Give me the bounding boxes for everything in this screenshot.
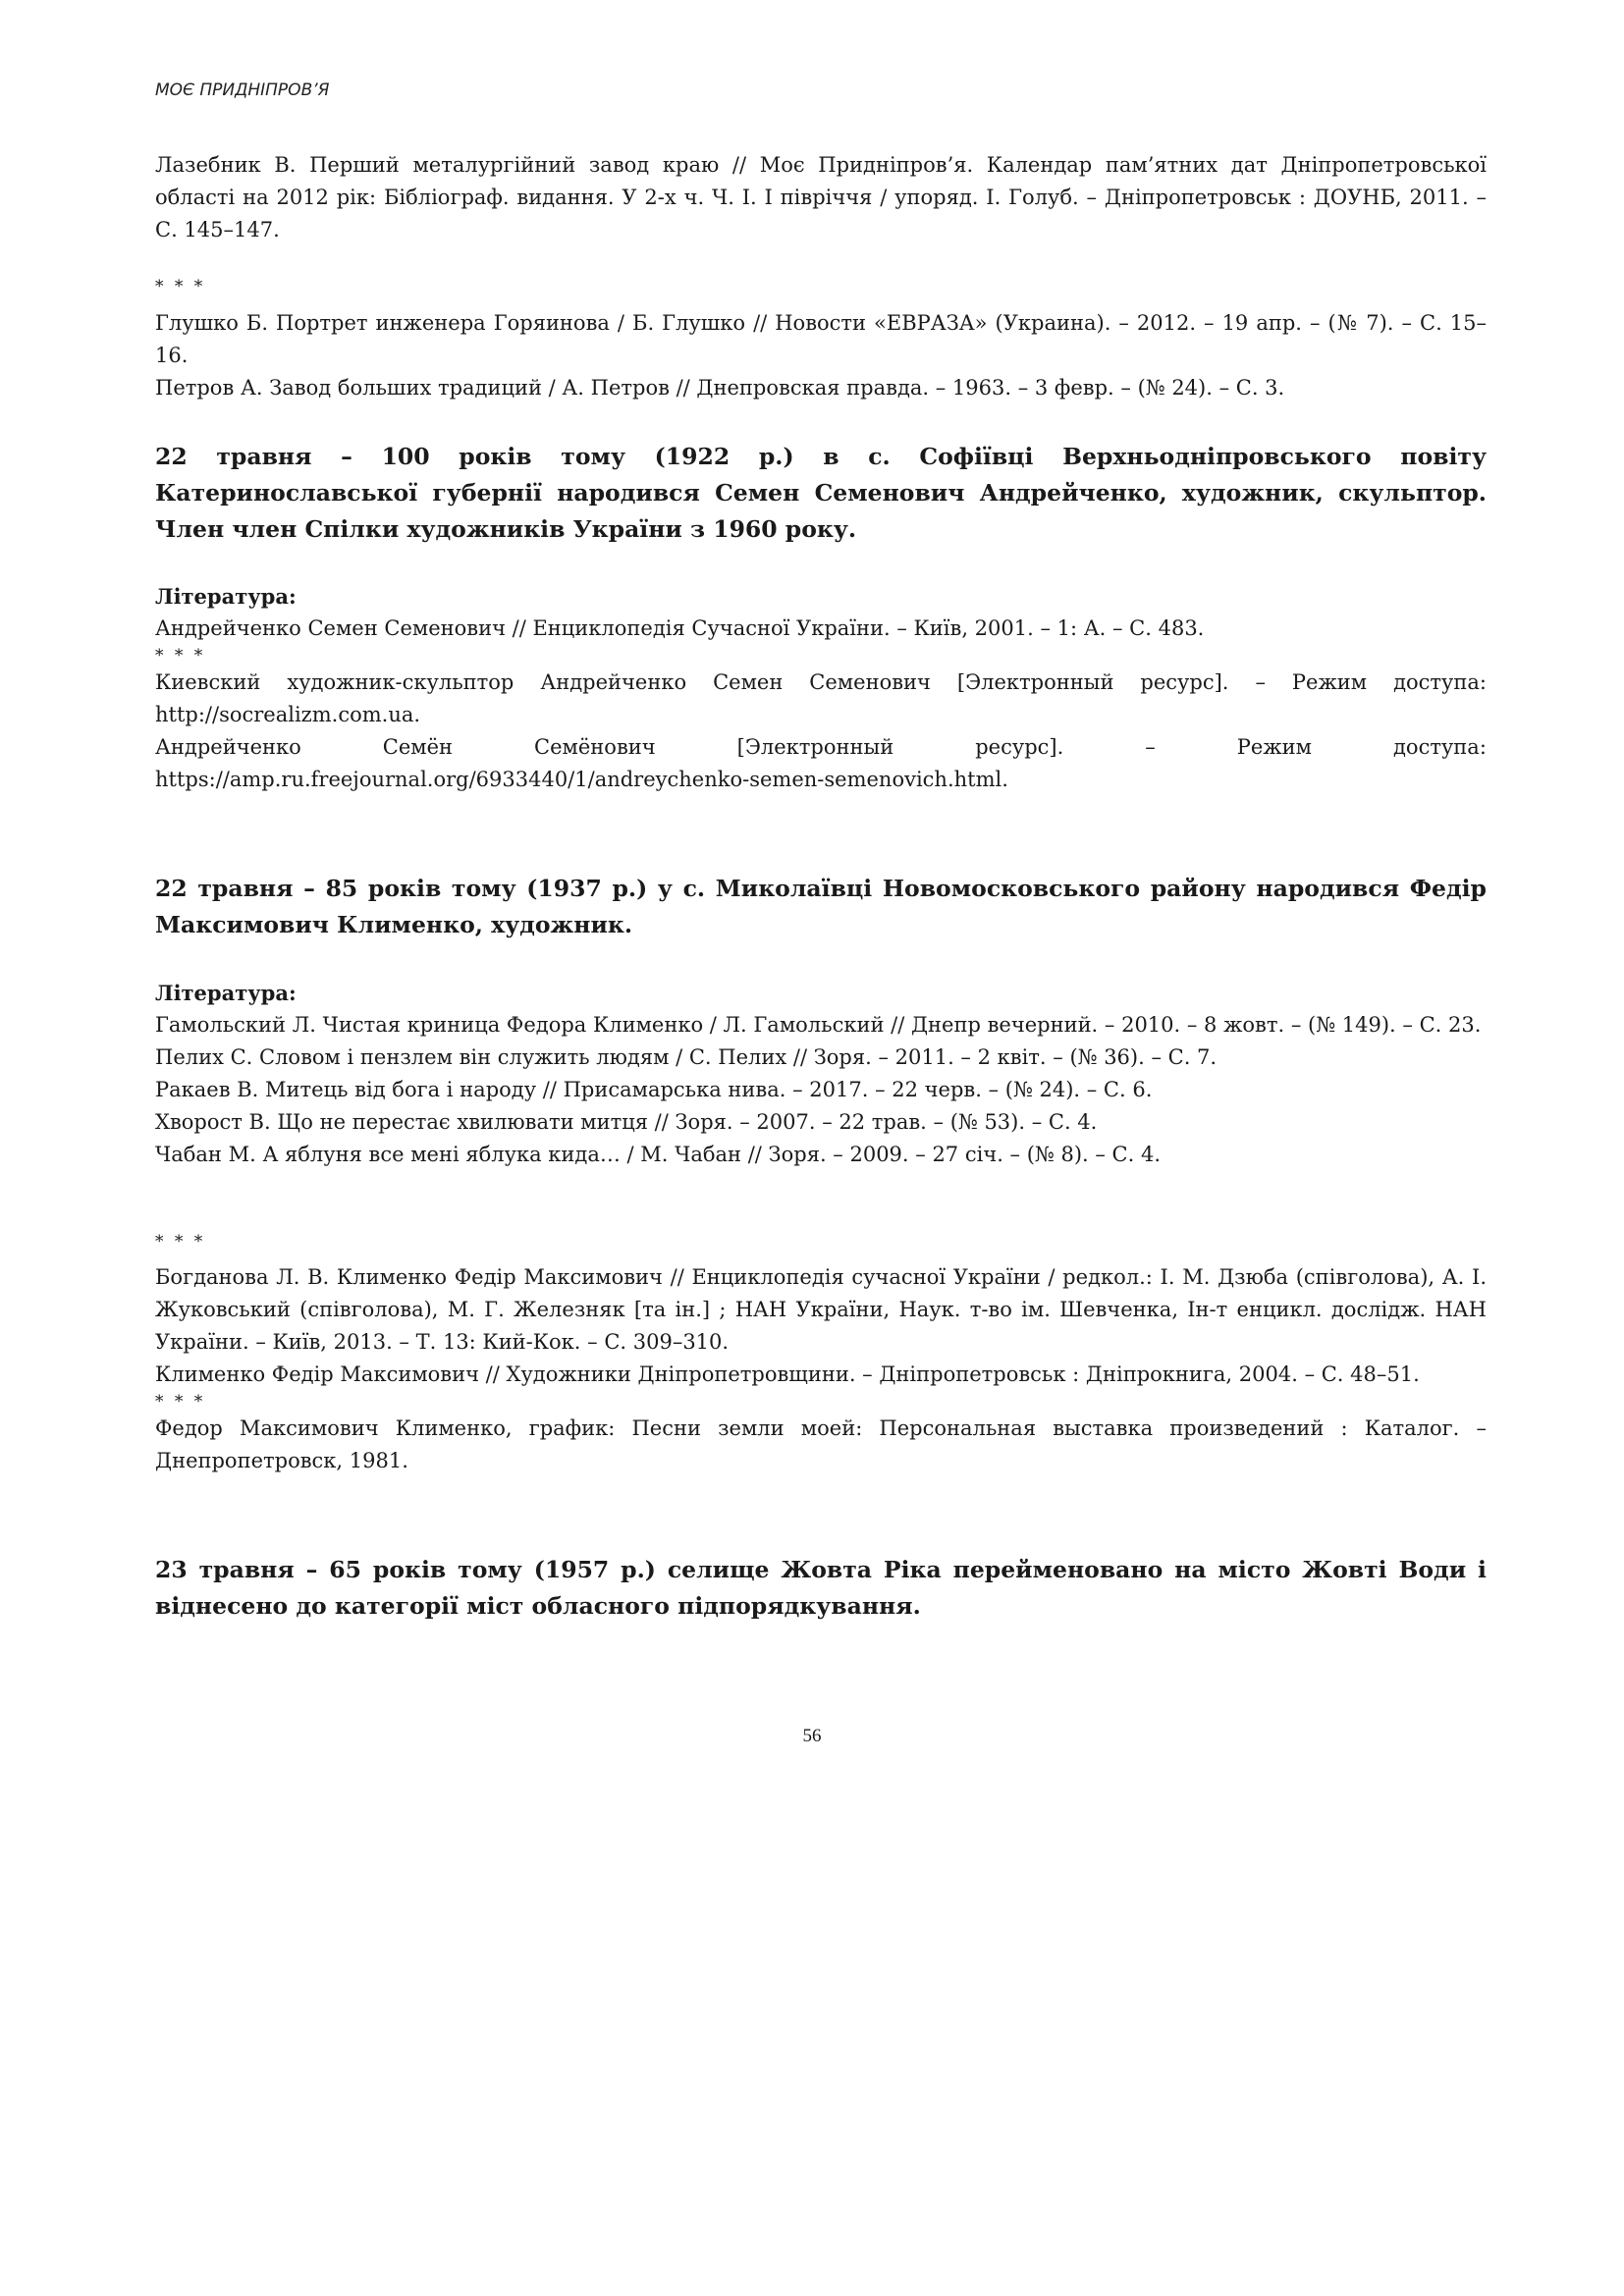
word: Андрейченко	[155, 735, 301, 759]
literature-block-klymenko	[155, 977, 1487, 1171]
separator-stars: * * *	[155, 1232, 206, 1252]
bib-entry: Пелих С. Словом і пензлем він служить людям / С. Пелих // Зоря. – 2011. – 2 квіт. – (№ 36). – С. 7.	[155, 1045, 1218, 1069]
bib-entry: Киевский художник-скульптор Андрейченко Семен Семенович [Электронный ресурс]. – Режим доступа: http://socrealizm.com.ua.	[155, 670, 1487, 726]
bibliography-block-1	[155, 149, 1487, 246]
section-heading-zhovti-vody: 23 травня – 65 років тому (1957 р.) селище Жовта Ріка перейменовано на місто Жовті Води і віднесено до категорії міст обласного підпорядкування.	[155, 1556, 1487, 1620]
section-heading-klymenko: 22 травня – 85 років тому (1937 р.) у с. Миколаївці Новомосковського району народився Федір Максимович Клименко, художник.	[155, 875, 1487, 938]
word: Режим	[1236, 735, 1312, 759]
bib-entry: Федор Максимович Клименко, график: Песни земли моей: Персональная выставка произведений : Каталог. – Днепропетровск, 1981.	[155, 1416, 1487, 1472]
bib-entry: Гамольский Л. Чистая криница Федора Клименко / Л. Гамольский // Днепр вечерний. – 2010. – 8 жовт. – (№ 149). – С. 23.	[155, 1013, 1482, 1037]
word: ресурс].	[975, 735, 1064, 759]
bib-entry: Андрейченко Семен Семенович // Енциклопедія Сучасної України. – Київ, 2001. – 1: А. – С. 483.	[155, 616, 1205, 640]
section-heading-andreychenko: 22 травня – 100 років тому (1922 р.) в с. Софіївці Верхньодніпровського повіту Катеринославської губернії народився Семен Семенович Андрейченко, художник, скульптор. Член член Спілки художників України з 1960 року.	[155, 443, 1487, 543]
bib-entry: Хворост В. Що не перестає хвилювати митця // Зоря. – 2007. – 22 трав. – (№ 53). – С. 4.	[155, 1110, 1098, 1134]
bibliography-block-2	[155, 307, 1487, 404]
bib-entry: Петров А. Завод больших традиций / А. Петров // Днепровская правда. – 1963. – 3 февр. – (№ 24). – С. 3.	[155, 376, 1285, 400]
bib-entry: Клименко Федір Максимович // Художники Дніпропетровщини. – Дніпропетровськ : Дніпрокнига, 2004. – С. 48–51.	[155, 1362, 1420, 1386]
word: доступа:	[1393, 735, 1487, 759]
page-number: 56	[802, 1726, 822, 1746]
separator-stars: * * *	[155, 646, 206, 666]
running-header: МОЄ ПРИДНІПРОВ’Я	[155, 80, 330, 100]
literature-label: Література:	[155, 584, 297, 609]
bib-entry-justified-line	[155, 731, 1487, 764]
word: Семёнович	[534, 735, 656, 759]
word: –	[1145, 735, 1156, 759]
word: [Электронный	[736, 735, 894, 759]
bib-entry: Богданова Л. В. Клименко Федір Максимович // Енциклопедія сучасної України / редкол.: І. М. Дзюба (співголова), А. І. Жуковський (співголова), М. Г. Железняк [та ін.] ; НАН України, Наук. т-во ім. Шевченка, Ін-т енцикл. дослідж. НАН України. – Київ, 2013. – Т. 13: Кий-Кок. – С. 309–310.	[155, 1265, 1487, 1354]
bib-entry: Лазебник В. Перший металургійний завод краю // Моє Придніпров’я. Календар пам’ятних дат Дніпропетровської області на 2012 рік: Бібліограф. видання. У 2-х ч. Ч. І. І півріччя / упоряд. І. Голуб. – Дніпропетровськ : ДОУНБ, 2011. – С. 145–147.	[155, 153, 1487, 241]
word: Семён	[382, 735, 454, 759]
separator-stars: * * *	[155, 277, 206, 296]
literature-label: Література:	[155, 981, 297, 1005]
separator-stars: * * *	[155, 1392, 206, 1412]
bib-entry: Ракаев В. Митець від бога і народу // Присамарська нива. – 2017. – 22 черв. – (№ 24). – С. 6.	[155, 1078, 1153, 1101]
bib-entry: Чабан М. А яблуня все мені яблука кида… / М. Чабан // Зоря. – 2009. – 27 січ. – (№ 8). – С. 4.	[155, 1143, 1162, 1166]
bib-entry-url: https://amp.ru.freejournal.org/6933440/1/andreychenko-semen-semenovich.html.	[155, 768, 1008, 791]
bib-entry: Глушко Б. Портрет инженера Горяинова / Б. Глушко // Новости «ЕВРАЗА» (Украина). – 2012. – 19 апр. – (№ 7). – С. 15–16.	[155, 311, 1487, 367]
literature-block-andreychenko	[155, 580, 1487, 796]
bibliography-block-klymenko-2	[155, 1261, 1487, 1477]
